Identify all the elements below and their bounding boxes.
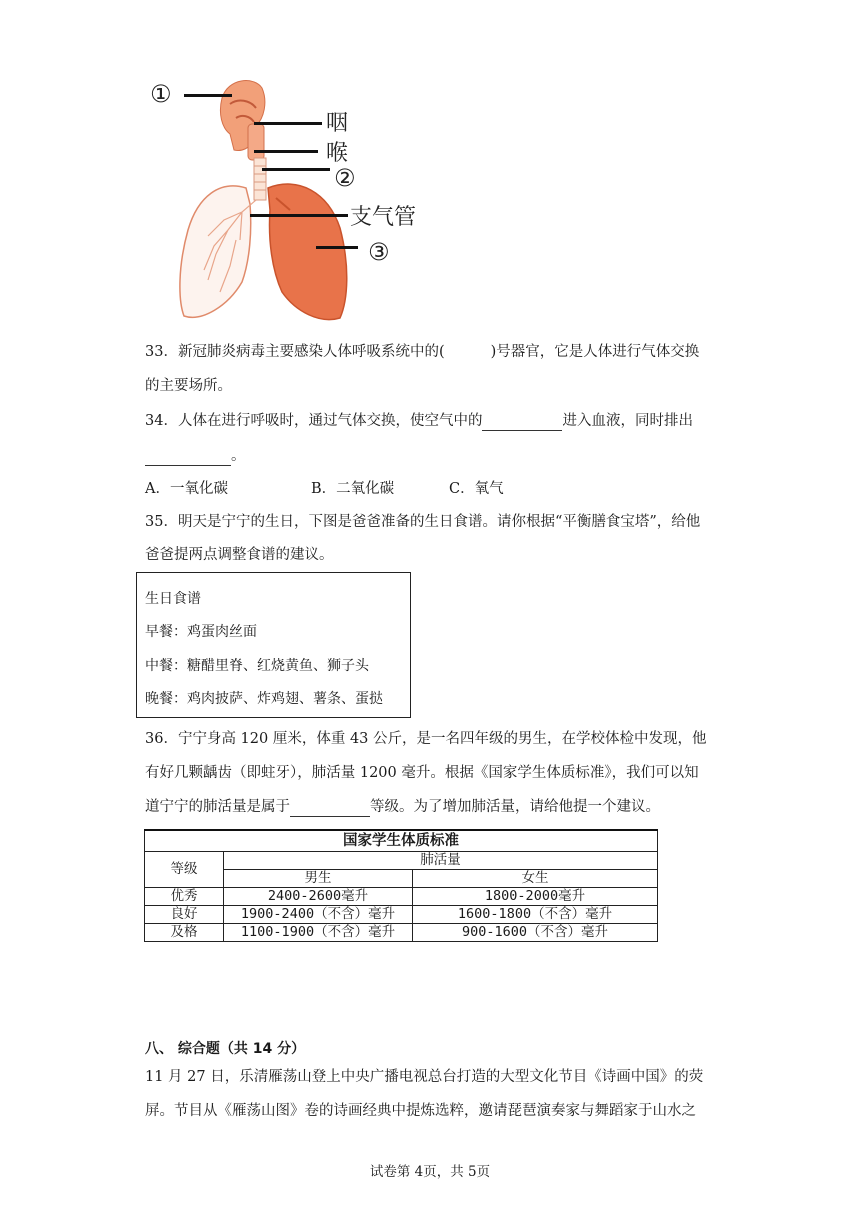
q34-line1: 34．人体在进行呼吸时，通过气体交换，使空气中的 进入血液，同时排出 (145, 413, 693, 429)
q34-blank-1[interactable] (482, 414, 562, 431)
birthday-menu-box (136, 572, 411, 718)
q34-blank-2[interactable] (145, 449, 231, 466)
menu-breakfast: 早餐：鸡蛋肉丝面 (145, 624, 257, 640)
table-title: 国家学生体质标准 (145, 830, 658, 852)
header-male: 男生 (224, 870, 413, 888)
label-2: ② (334, 164, 356, 192)
page-footer: 试卷第 4页，共 5页 (369, 1164, 491, 1180)
header-capacity: 肺活量 (224, 852, 658, 870)
menu-dinner: 晚餐：鸡肉披萨、炸鸡翅、薯条、蛋挞 (145, 691, 383, 707)
q36-blank[interactable] (290, 800, 370, 817)
section-8-line2: 屏。节目从《雁荡山图》卷的诗画经典中提炼选粹，邀请琵琶演奏家与舞蹈家于山水之 (145, 1103, 696, 1119)
q36-number: 36． (145, 731, 178, 747)
table-row: 良好 1900-2400（不含）毫升 1600-1800（不含）毫升 (145, 906, 658, 924)
q33-line1: 33．新冠肺炎病毒主要感染人体呼吸系统中的( )号器官，它是人体进行气体交换 (145, 344, 700, 360)
q33-number: 33． (145, 344, 178, 360)
header-female: 女生 (413, 870, 658, 888)
table-row: 及格 1100-1900（不含）毫升 900-1600（不含）毫升 (145, 924, 658, 942)
header-level: 等级 (145, 852, 224, 888)
q34-number: 34． (145, 413, 178, 429)
q34-option-a: A．一氧化碳 (145, 481, 228, 497)
q34-options (145, 479, 504, 499)
q36-line1: 36．宁宁身高 120 厘米，体重 43 公斤，是一名四年级的男生，在学校体检中发现，他 (145, 731, 707, 747)
fitness-standard-table (144, 829, 658, 942)
menu-title: 生日食谱 (145, 591, 201, 607)
menu-lunch: 中餐：糖醋里脊、红烧黄鱼、狮子头 (145, 658, 369, 674)
section-8-line1: 11 月 27 日，乐清雁荡山登上中央广播电视总台打造的大型文化节目《诗画中国》的荧 (145, 1069, 704, 1085)
q34-line2: 。 (145, 446, 246, 466)
section-8-heading: 八、 综合题（共 14 分） (145, 1041, 306, 1057)
respiratory-diagram (150, 70, 450, 330)
q35-line2: 爸爸提两点调整食谱的建议。 (145, 547, 334, 563)
label-1: ① (150, 80, 172, 108)
label-larynx: 喉 (326, 141, 349, 166)
q34-option-c: C．氧气 (449, 481, 504, 497)
label-3: ③ (368, 238, 390, 266)
label-pharynx: 咽 (326, 111, 349, 136)
q36-line3: 道宁宁的肺活量是属于 等级。为了增加肺活量，请给他提一个建议。 (145, 799, 660, 815)
label-bronchus: 支气管 (350, 205, 417, 230)
q36-line2: 有好几颗龋齿（即蛀牙），肺活量 1200 毫升。根据《国家学生体质标准》，我们可以知 (145, 765, 699, 781)
q35-line1: 35．明天是宁宁的生日，下图是爸爸准备的生日食谱。请你根据“平衡膳食宝塔”，给他 (145, 514, 701, 530)
table-row: 优秀 2400-2600毫升 1800-2000毫升 (145, 888, 658, 906)
q35-number: 35． (145, 514, 178, 530)
q33-line2: 的主要场所。 (145, 378, 232, 394)
q34-option-b: B．二氧化碳 (311, 481, 395, 497)
